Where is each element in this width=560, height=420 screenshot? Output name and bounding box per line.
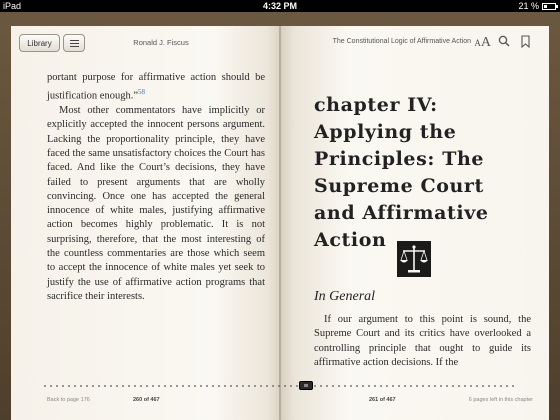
library-button[interactable]: Library (19, 34, 60, 52)
section-title: In General (314, 289, 376, 304)
book-author: Ronald J. Fiscus (133, 38, 189, 47)
page-scrubber-track[interactable] (42, 385, 280, 387)
battery-indicator (518, 0, 556, 12)
left-page-number: 260 of 467 (133, 397, 160, 403)
paragraph: portant purpose for affirmative action should be justification enough.”$^{58}$ (47, 72, 265, 102)
back-to-page-link[interactable]: Back to page 176 (47, 397, 90, 403)
font-large-icon: A (480, 35, 491, 50)
footnote-link[interactable]: 58 (137, 88, 145, 97)
device-name: iPad (3, 1, 22, 11)
battery-percent: 21 % (518, 1, 539, 11)
status-bar (0, 0, 560, 12)
scales-of-justice-icon (397, 241, 431, 277)
chapter-title: chapter IV: Applying the Principles: The Supreme Court and Affirmative Action (314, 94, 489, 251)
paragraph: Most other commentators have implicitly or explicitly accepted the innocent persons argument. Lacking the proportionality principle, they have faced the same unsatisfactory choices the Court has faced. And like the Court’s decisions, they have failed to present arguments that are wholly convincing. Once one has accepted the general innocence of white males, justifying affirmative action becomes highly problematic. It is not surprising, therefore, that the most interesting of the countless commentaries are those which seem to accept the innocence of white males yet seek to justify the use of affirmative action programs that sacrifice their interests. (47, 105, 265, 302)
status-time: 4:32 PM (262, 1, 297, 11)
font-small-icon: A (474, 38, 481, 48)
left-page[interactable] (11, 26, 281, 420)
pages-left-in-chapter: 6 pages left in this chapter (468, 397, 533, 403)
bookmark-icon[interactable] (521, 35, 530, 48)
right-page-text: If our argument to this point is sound, the Supreme Court and its critics have overlooked a controlling principle that ought to guide its affirmative action decisions. If the (314, 314, 531, 368)
book-title: The Constitutional Logic of Affirmative Action (332, 38, 471, 45)
font-size-button[interactable] (474, 33, 491, 51)
battery-icon (542, 3, 556, 10)
right-page-number: 261 of 467 (369, 397, 396, 403)
page-scrubber-track[interactable] (282, 385, 514, 387)
list-icon (70, 40, 79, 47)
battery-fill (544, 5, 547, 8)
table-of-contents-button[interactable] (63, 34, 85, 52)
page-scrubber-handle[interactable] (299, 381, 313, 390)
left-page-text (47, 71, 265, 304)
search-icon[interactable] (498, 35, 510, 47)
book-frame (0, 12, 560, 420)
right-page[interactable] (281, 26, 549, 420)
